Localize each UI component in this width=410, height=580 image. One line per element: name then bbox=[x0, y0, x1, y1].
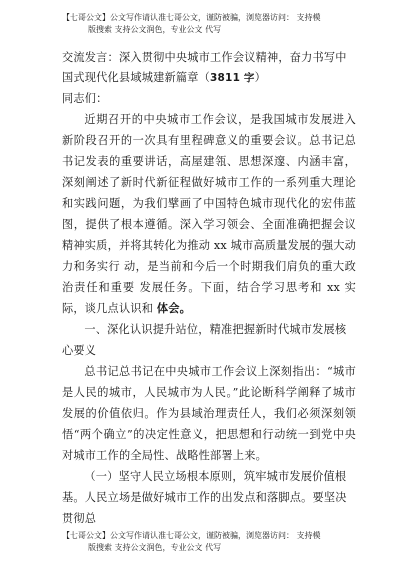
paragraph-intro-text: 近期召开的中央城市工作会议，是我国城市发展进入新阶段召开的一次具有里程碑意义的重要会议。总书记总书记发表的重要讲话，高屋建瓴、思想深邃、内涵丰富，深刻阐述了新时代新征程做好城市工作的一系列重大理论和实践问题，为我们擘画了中国特色城市现代化的宏伟蓝图，提供了根本遵循。深入学习领会、全面准确把握会议精神实质，并将其转化为推动 xx 城市高质量发展的强大动力和务实行 动，是当前和今后一个时期我们肩负的重大政治责任和重要 发展任务。下面，结合学习思考和 xx 实际，谈几点认识和 bbox=[62, 113, 356, 315]
paragraph-intro-bold: 体会。 bbox=[156, 301, 192, 315]
subsection-heading-1: （一）坚守人民立场根本原则，筑牢城市发展价值根基。人民立场是做好城市工作的出发点和落脚点。要坚决贯彻总 bbox=[62, 470, 347, 525]
title-text: 交流发言：深入贯彻中央城市工作会议精神，奋力书写中国式现代化县域城建新篇章（ bbox=[62, 51, 347, 84]
footer-line-2: 版搜索 支持公文润色，专业公文 代写 bbox=[88, 543, 222, 552]
page-footer bbox=[62, 530, 362, 554]
section-heading-1: 一、深化认识提升站位，精准把握新时代城市发展核心要义 bbox=[62, 323, 347, 357]
page-header bbox=[62, 12, 362, 36]
paragraph-intro bbox=[62, 109, 356, 319]
document-title bbox=[62, 48, 356, 88]
title-close: ） bbox=[254, 71, 267, 84]
document-body bbox=[62, 48, 356, 529]
title-word-count: 3811 字 bbox=[210, 72, 255, 84]
greeting: 同志们： bbox=[62, 92, 108, 105]
paragraph-section-1: 总书记总书记在中央城市工作会议上深刻指出：“城市是人民的城市，人民城市为人民。”此论断科学阐释了城市发展的价值依归。作为县域治理责任人，我们必须深刻领悟“两个确立”的决定性意义，把思想和行动统一到党中央对城市工作的全局性、战略性部署上来。 bbox=[62, 365, 356, 462]
header-line-1: 【七哥公文】公文写作请认准七哥公文，谨防被骗，浏览器访问： 支持模 bbox=[62, 13, 321, 22]
footer-line-1: 【七哥公文】公文写作请认准七哥公文，谨防被骗，浏览器访问： 支持模 bbox=[62, 531, 321, 540]
header-line-2: 版搜索 支持公文润色，专业公文 代写 bbox=[88, 25, 222, 34]
